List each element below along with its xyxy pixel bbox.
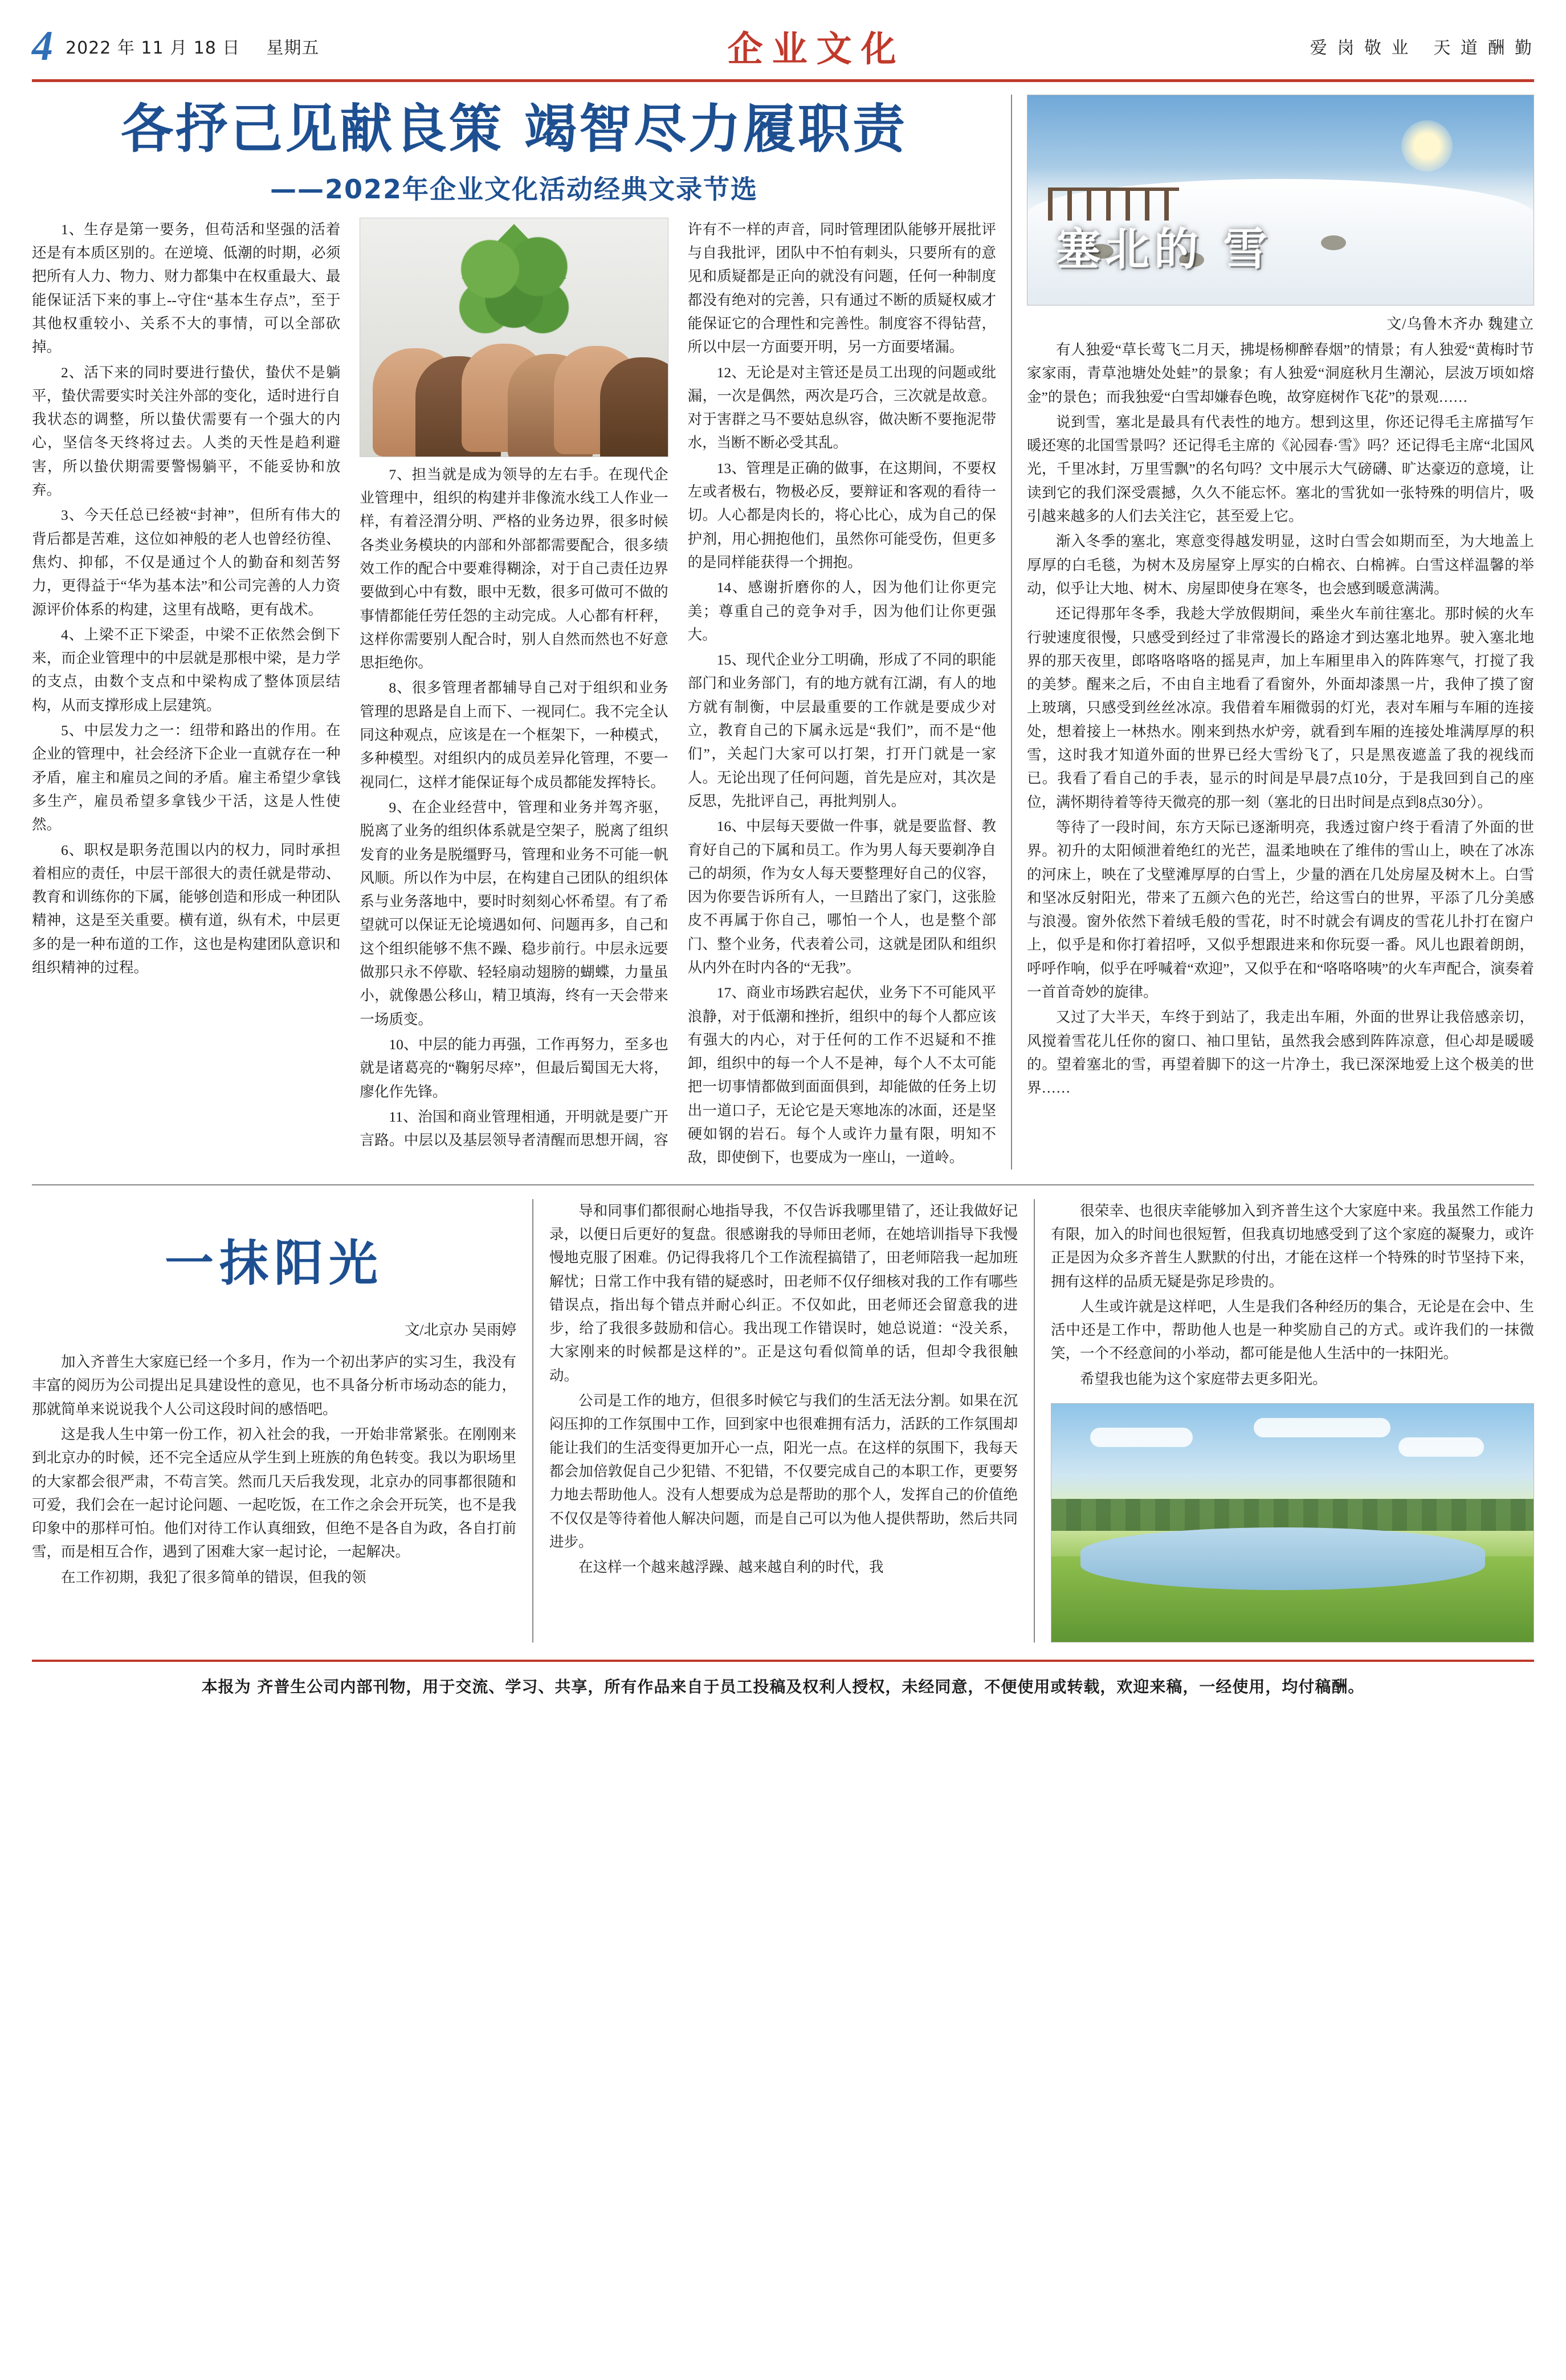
hands-holding-tree-arrow-image (360, 218, 668, 457)
paragraph: 4、上梁不正下梁歪，中梁不正依然会倒下来，而企业管理中的中层就是那根中梁，是力学的支点，由数个支点和中梁构成了整体顶层结构，从而支撑形成上层建筑。 (32, 626, 341, 714)
page-title: 各抒己见献良策 竭智尽力履职责 (120, 99, 908, 160)
paragraph: 14、感谢折磨你的人，因为他们让你更完美；尊重自己的竞争对手，因为他们让你更强大。 (687, 579, 996, 643)
tree-foliage (454, 233, 574, 353)
snow-article-body (1027, 338, 1534, 1100)
paragraph: 加入齐普生大家庭已经一个多月，作为一个初出茅庐的实习生，我没有丰富的阅历为公司提出足具建设性的意见，也不具备分析市场动态的能力，那就简单来说说我个人公司这段时间的感悟吧。 (32, 1354, 516, 1417)
paragraph: 2、活下来的同时要进行蛰伏，蛰伏不是躺平，蛰伏需要实时关注外部的变化，适时进行自我状态的调整，所以蛰伏需要有一个强大的内心，坚信冬天终将过去。人类的天性是趋利避害，所以蛰伏期需要警惕躺平，不能妥协和放弃。 (32, 364, 341, 499)
sunlight-article-col2 (533, 1199, 1035, 1643)
snow-article (1012, 95, 1534, 1169)
paragraph: 8、很多管理者都辅导自己对于组织和业务管理的思路是自上而下、一视同仁。我不完全认同这种观点，应该是在一个框架下，一种模式，多种模型。对组织内的成员差异化管理，不要一视同仁，这样才能保证每个成员都能发挥特长。 (360, 679, 668, 790)
paragraph: 在这样一个越来越浮躁、越来越自利的时代，我 (578, 1559, 884, 1576)
page-number: 4 (32, 22, 53, 70)
top-section (32, 95, 1534, 1169)
cloud (1090, 1428, 1193, 1447)
paragraph: 6、职权是职务范围以内的权力，同时承担着相应的责任，中层干部很大的责任就是带动、教育和训练你的下属，能够创造和形成一种团队精神，这是至关重要。横有道，纵有术，中层更多的是一种布道的工作，这也是构建团队意识和组织精神的过程。 (32, 841, 341, 976)
paragraph: 在工作初期，我犯了很多简单的错误，但我的领 (61, 1568, 366, 1586)
figure-hands-tree (360, 218, 668, 457)
paragraph: 希望我也能为这个家庭带去更多阳光。 (1080, 1370, 1327, 1387)
section-divider (32, 1184, 1534, 1185)
date-text: 2022 年 11 月 18 日 (66, 38, 240, 58)
paragraph: 有人独爱“草长莺飞二月天，拂堤杨柳醉春烟”的情景；有人独爱“黄梅时节家家雨，青草池塘处处蛙”的景象；有人独爱“洞庭秋月生潮沁，层波万顷如熔金”的景色；而我独爱“白雪却嫌春色晚，故穿庭树作飞花”的景观…… (1027, 341, 1534, 405)
hand (600, 357, 668, 457)
main-article-body (32, 218, 996, 1169)
paragraph: 12、无论是对主管还是员工出现的问题或纰漏，一次是偶然，两次是巧合，三次就是故意。对于害群之马不要姑息纵容，做决断不要拖泥带水，当断不断必受其乱。 (687, 364, 996, 451)
paragraph: 人生或许就是这样吧，人生是我们各种经历的集合，无论是在会中、生活中还是工作中，帮助他人也是一种奖励自己的方式。或许我们的一抹微笑，一个不经意间的小举动，都可能是他人生活中的一抹阳光。 (1051, 1298, 1534, 1362)
tree-line (1051, 1499, 1534, 1531)
paragraph: 16、中层每天要做一件事，就是要监督、教育好自己的下属和员工。作为男人每天要剃净自己的胡须，作为女人每天要整理好自己的仪容，因为你要告诉所有人，一旦踏出了家门，这张脸皮不再属于你自己，哪怕一个人，也是整个部门、整个业务，代表着公司，这就是团队和组织从内外在时内各的“无我”。 (687, 818, 996, 976)
snow-article-title: 塞北的 雪 (1056, 224, 1273, 275)
paragraph: 13、管理是正确的做事，在这期间，不要权左或者极右，物极必反，要辩证和客观的看待一切。人心都是肉长的，将心比心，成为自己的保护剂，用心拥抱他们，虽然你可能受伤，但更多的是同样能获得一个拥抱。 (687, 459, 996, 570)
paragraph: 又过了大半天，车终于到站了，我走出车厢，外面的世界让我倍感亲切，风搅着雪花儿任你的窗口、袖口里钻，虽然我会感到阵阵凉意，但心却是暖暖的。望着塞北的雪，再望着脚下的这一片净土，我已深深地爱上这个极美的世界…… (1027, 1009, 1534, 1097)
main-article (32, 95, 1012, 1169)
cloud (1398, 1437, 1484, 1457)
water-pond (1080, 1527, 1486, 1590)
slogan-left: 爱 岗 敬 业 (1310, 38, 1411, 58)
masthead-slogan (1287, 34, 1534, 59)
snowy-northern-landscape-image (1027, 95, 1534, 305)
article-subtitle: ——2022年企业文化活动经典文录节选 (270, 173, 758, 205)
page-footer: 本报为 齐普生公司内部刊物，用于交流、学习、共享，所有作品来自于员工投稿及权利人授权，未经同意，不便使用或转载，欢迎来稿，一经使用，均付稿酬。 (32, 1660, 1534, 1712)
sunlight-article-title: 一抹阳光 (165, 1234, 384, 1292)
paragraph: 3、今天任总已经被“封神”，但所有伟大的背后都是苦难，这位如神般的老人也曾经彷徨、焦灼、抑郁，不仅是通过个人的勤奋和刻苦努力，更得益于“华为基本法”和公司完善的人力资源评价体系的构建，这里有战略，更有战术。 (32, 507, 341, 618)
paragraph: 导和同事们都很耐心地指导我，不仅告诉我哪里错了，还让我做好记录，以便日后更好的复盘。很感谢我的导师田老师，在她培训指导下我慢慢地克服了困难。仍记得我将几个工作流程搞错了，田老师陪我一起加班解忧；日常工作中我有错的疑惑时，田老师不仅仔细核对我的工作有哪些错误点，指出每个错点并耐心纠正。不仅如此，田老师还会留意我的进步，给了我很多鼓励和信心。我出现工作错误时，她总说道：“没关系，大家刚来的时候都是这样的”。正是这句看似简单的话，但却令我很触动。 (549, 1202, 1018, 1384)
sunlight-article-col3 (1035, 1199, 1534, 1643)
paragraph: 17、商业市场跌宕起伏，业务下不可能风平浪静，对于低潮和挫折，组织中的每个人都应该有强大的内心，对于任何的工作不迟疑和不推卸，组织中的每一个人不是神，每个人不太可能把一切事情都做到面面俱到，却能做的任务上切出一道口子，无论它是天寒地冻的冰面，还是坚硬如钢的岩石。每个人或许力量有限，明知不敌，即使倒下，也要成为一座山，一道岭。 (687, 984, 996, 1166)
section-title: 企业文化 (727, 28, 906, 70)
publication-date (66, 34, 345, 59)
paragraph: 11、治国和商业管理相通，开明就是要广开言路。中层以及基层领导者清醒而思想开阔，容许有不一样的声音，同时管理团队能够开展批评与自我批评，团队中不怕有刺头，只要所有的意见和质疑都是正向的就没有问题，任何一种制度都没有绝对的完善，只有通过不断的质疑权威才能保证它的合理性和完善性。制度容不得钻营，所以中层一方面要开明，另一方面要堵漏。 (360, 221, 996, 1149)
paragraph: 很荣幸、也很庆幸能够加入到齐普生这个大家庭中来。我虽然工作能力有限，加入的时间也很短暂，但我真切地感受到了这个家庭的凝聚力，或许正是因为众多齐普生人默默的付出，才能在这样一个特殊的时节坚持下来，拥有这样的品质无疑是弥足珍贵的。 (1051, 1202, 1534, 1290)
cloud (1254, 1418, 1390, 1437)
masthead (32, 21, 1534, 82)
sunlight-article-byline: 文/北京办 吴雨婷 (405, 1321, 516, 1338)
paragraph: 10、中层的能力再强，工作再努力，至多也就是诸葛亮的“鞠躬尽瘁”，但最后蜀国无大将，廖化作先锋。 (360, 1036, 668, 1100)
paragraph: 7、担当就是成为领导的左右手。在现代企业管理中，组织的构建并非像流水线工人作业一样，有着泾渭分明、严格的业务边界，很多时候各类业务模块的内部和外部都需要配合，很多绩效工作的配合中要难得糊涂，对于自己责任边界要做到心中有数，眼中无数，很多可做可不做的事情都能任劳任怨的主动完成。人心都有杆秤，这样你需要别人配合时，别人自然而然也不好意思拒绝你。 (360, 466, 668, 671)
green-meadow-wetland-image (1051, 1403, 1534, 1643)
paragraph: 公司是工作的地方，但很多时候它与我们的生活无法分割。如果在沉闷压抑的工作氛围中工作，回到家中也很难拥有活力，活跃的工作氛围却能让我们的生活变得更加开心一点，阳光一点。在这样的氛围下，我每天都会加倍敦促自己少犯错、不犯错，不仅要完成自己的本职工作，更要努力地去帮助他人。没有人想要成为总是帮助的那个人，发挥自己的价值绝不仅仅是等待着他人解决问题，而是自己可以为他人提供帮助，然后共同进步。 (549, 1392, 1018, 1550)
paragraph: 1、生存是第一要务，但苟活和坚强的活着还是有本质区别的。在逆境、低潮的时期，必须把所有人力、物力、财力都集中在权重最大、最能保证活下来的事上--守住“基本生存点”，至于其他权重较小、关系不大的事情，可以全部砍掉。 (32, 221, 341, 356)
paragraph: 15、现代企业分工明确，形成了不同的职能部门和业务部门，有的地方就有江湖，有人的地方就有制衡，中层最重要的工作就是要成少对立，教育自己的下属永远是“我们”，而不是“他们”，关起门大家可以打架，打开门就是一家人。无论出现了任何问题，首先是应对，其次是反思，先批评自己，再批判别人。 (687, 651, 996, 809)
paragraph: 9、在企业经营中，管理和业务并驾齐驱，脱离了业务的组织体系就是空架子，脱离了组织发育的业务是脱缰野马，管理和业务不可能一帆风顺。所以作为中层，在构建自己团队的组织体系与业务落地中，要时时刻刻心怀希望。有了希望就可以保证无论境遇如何、问题再多，自己和这个组织能够不焦不躁、稳步前行。中层永远要做那只永不停歇、轻轻扇动翅膀的蝴蝶，力量虽小，就像愚公移山，精卫填海，终有一天会带来一场质变。 (360, 798, 668, 1028)
paragraph: 等待了一段时间，东方天际已逐渐明亮，我透过窗户终于看清了外面的世界。初升的太阳倾泄着绝红的光芒，温柔地映在了维伟的雪山上，映在了冰冻的河床上，映在了戈壁滩厚厚的白雪上，少量的酒在几处房屋及树木上。白雪和坚冰反射阳光，带来了五颜六色的光芒，给这雪白的世界，平添了几分美感与浪漫。窗外依然下着绒毛般的雪花，时不时就会有调皮的雪花儿扑打在窗户上，似乎是和你打着招呼，又似乎想跟进来和你玩耍一番。风儿也跟着朗朗，呼呼作响，似乎在呼喊着“欢迎”，又似乎在和“咯咯咯咦”的火车声配合，演奏着一首首奇妙的旋律。 (1027, 818, 1534, 1001)
sunlight-article-col1 (32, 1199, 533, 1643)
weekday-text: 星期五 (266, 38, 320, 58)
bottom-section (32, 1199, 1534, 1643)
paragraph: 5、中层发力之一：纽带和路出的作用。在企业的管理中，社会经济下企业一直就存在一种矛盾，雇主和雇员之间的矛盾。雇主希望少拿钱多生产，雇员希望多拿钱少干活，这是人性使然。 (32, 722, 341, 833)
paragraph: 还记得那年冬季，我趁大学放假期间，乘坐火车前往塞北。那时候的火车行驶速度很慢，只感受到经过了非常漫长的路途才到达塞北地界。驶入塞北地界的那天夜里，郎咯咯咯咯的摇晃声，加上车厢里串入的阵阵寒气，打搅了我的美梦。醒来之后，不由自主地看了看窗外，外面却漆黑一片，我伸了摸了窗上玻璃，只感受到丝丝冰凉。我借着车厢微弱的灯光，表对车厢与车厢的连接处，想着接上一林热水。刚来到热水炉旁，就看到车厢的连接处堆满厚厚的积雪，这时我才知道外面的世界已经大雪纷飞了，只是黑夜遮盖了我的视线而已。我看了看自己的手表，显示的时间是早晨7点10分，于是我回到自己的座位，满怀期待着等待天微亮的那一刻（塞北的日出时间是点到8点30分）。 (1027, 605, 1534, 810)
sun-glow (1401, 120, 1453, 172)
paragraph: 渐入冬季的塞北，寒意变得越发明显，这时白雪会如期而至，为大地盖上厚厚的白毛毯，为树木及房屋穿上厚实的白棉衣、白棉裤。白雪这样温馨的举动，似乎让大地、树木、房屋即使身在寒冬，也会感到暖意满满。 (1027, 533, 1534, 597)
paragraph: 说到雪，塞北是最具有代表性的地方。想到这里，你还记得毛主席描写乍暖还寒的北国雪景吗？还记得毛主席的《沁园春·雪》吗？还记得毛主席“北国风光，千里冰封，万里雪飘”的名句吗？文中展示大气磅礴、旷达豪迈的意境，让读到它的我们深受震撼，久久不能忘怀。塞北的雪犹如一张特殊的明信片，吸引越来越多的人们去关注它，甚至爱上它。 (1027, 413, 1534, 525)
snow-article-byline: 文/乌鲁木齐办 魏建立 (1386, 316, 1534, 332)
slogan-right: 天 道 酬 勤 (1433, 38, 1534, 58)
paragraph: 这是我人生中第一份工作，初入社会的我，一开始非常紧张。在刚刚来到北京办的时候，还不完全适应从学生到上班族的角色转变。我以为职场里的大家都会很严肃，不苟言笑。然而几天后我发现，北京办的同事都很随和可爱，我们会在一起讨论问题、一起吃饭，在工作之余会开玩笑，也不是我印象中的那样可怕。他们对待工作认真细致，但绝不是各自为政，各自打前雪，而是相互合作，遇到了困难大家一起讨论，一起解决。 (32, 1425, 516, 1560)
